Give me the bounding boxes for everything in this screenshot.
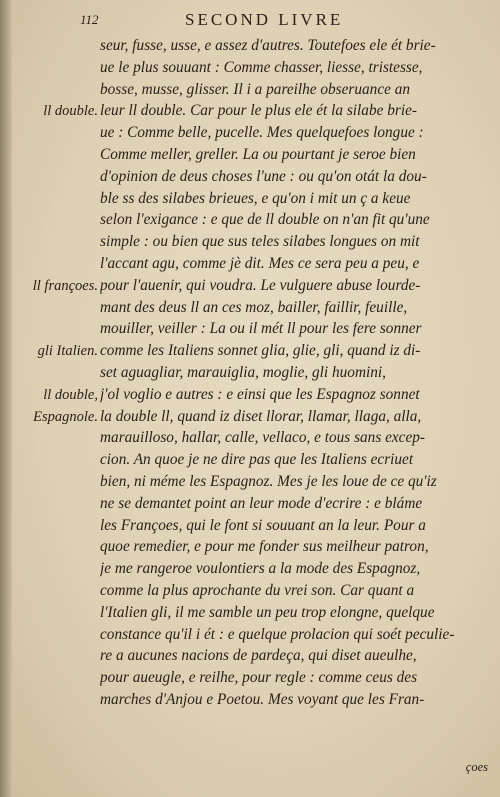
text-line: ne se demantet point an leur mode d'ecrire : e bláme [100, 494, 423, 512]
text-line: quoe remedier, e pour me fonder sus meilheur patron, [100, 538, 429, 556]
text-line: les Françoes, qui le font si souuant an la leur. Pour a [100, 516, 426, 534]
text-line: marches d'Anjou e Poetou. Mes voyant que les Fran- [100, 690, 425, 708]
text-line: Comme meller, greller. La ou pourtant je seroe bien [100, 145, 416, 163]
text-line: mouiller, veiller : La ou il mét ll pour les fere sonner [100, 320, 422, 338]
text-line: re a aucunes nacions de pardeça, qui diset aueulhe, [100, 647, 417, 665]
body-text [100, 35, 488, 711]
text-line: l'Italien gli, il me samble un peu trop elongne, quelque [100, 603, 435, 621]
text-line: set aguagliar, marauiglia, moglie, gli huomini, [100, 363, 386, 381]
text-line: ble ss des silabes brieues, e qu'on i mit un ç a keue [100, 189, 411, 207]
text-line: cion. An quoe je ne dire pas que les Italiens ecriuet [100, 451, 414, 469]
margin-note: gli Italien. [37, 343, 98, 360]
text-line: l'accant agu, comme jè dit. Mes ce sera peu a peu, e [100, 254, 420, 272]
text-line: selon l'exigance : e que de ll double on n'an fit qu'une [100, 211, 430, 229]
text-line: j'ol voglio e autres : e einsi que les Espagnoz sonnet [100, 385, 420, 403]
text-line: marauillosо, hallar, calle, vellaco, e tous sans excep- [100, 429, 425, 447]
text-line: ue : Comme belle, pucelle. Mes quelquefoes longue : [100, 124, 424, 142]
text-line: ue le plus souuant : Comme chasser, liesse, tristesse, [100, 58, 423, 76]
margin-note: Espagnole. [33, 408, 98, 425]
text-line: la double ll, quand iz diset llorar, llamar, llaga, alla, [100, 407, 422, 425]
text-line: bien, ni méme les Espagnoz. Mes je les loue de ce qu'iz [100, 472, 437, 490]
text-line: pour l'auenir, qui voudra. Le vulguere abuse lourde- [100, 276, 421, 294]
text-line: bosse, musse, glisser. Il i a pareilhe obseruance an [100, 80, 411, 98]
text-line: pour aueugle, e reilhe, pour regle : comme ceus des [100, 669, 418, 687]
page-header [0, 8, 500, 32]
margin-note: ll françoes. [32, 277, 98, 294]
page-gutter-shadow [0, 0, 12, 797]
text-line: comme les Italiens sonnet glia, glie, gli, quand iz di- [100, 342, 421, 360]
text-line: leur ll double. Car pour le plus ele ét la silabe brie- [100, 102, 417, 120]
margin-note: ll double. [43, 103, 98, 120]
page-number: 112 [80, 12, 99, 27]
text-line: mant des deus ll an ces moz, bailler, faillir, feuille, [100, 298, 408, 316]
text-line: simple : ou bien que sus teles silabes longues on mit [100, 233, 420, 251]
running-head: SECOND LIVRE [185, 10, 344, 29]
text-line: seur, fusse, usse, e assez d'autres. Toutefoes ele ét brie- [100, 37, 436, 54]
text-line: je me rangeroe voulontiers a la mode des Espagnoz, [100, 560, 421, 578]
catchword: çoes [465, 760, 488, 774]
text-line: comme la plus aprochante du vrei son. Car quant a [100, 581, 415, 599]
text-line: d'opinion de deus choses l'une : ou qu'on otát la dou- [100, 167, 427, 185]
margin-note: ll double, [43, 386, 98, 403]
text-line: constance qu'il i ét : e quelque prolacion qui soét peculie- [100, 625, 455, 643]
